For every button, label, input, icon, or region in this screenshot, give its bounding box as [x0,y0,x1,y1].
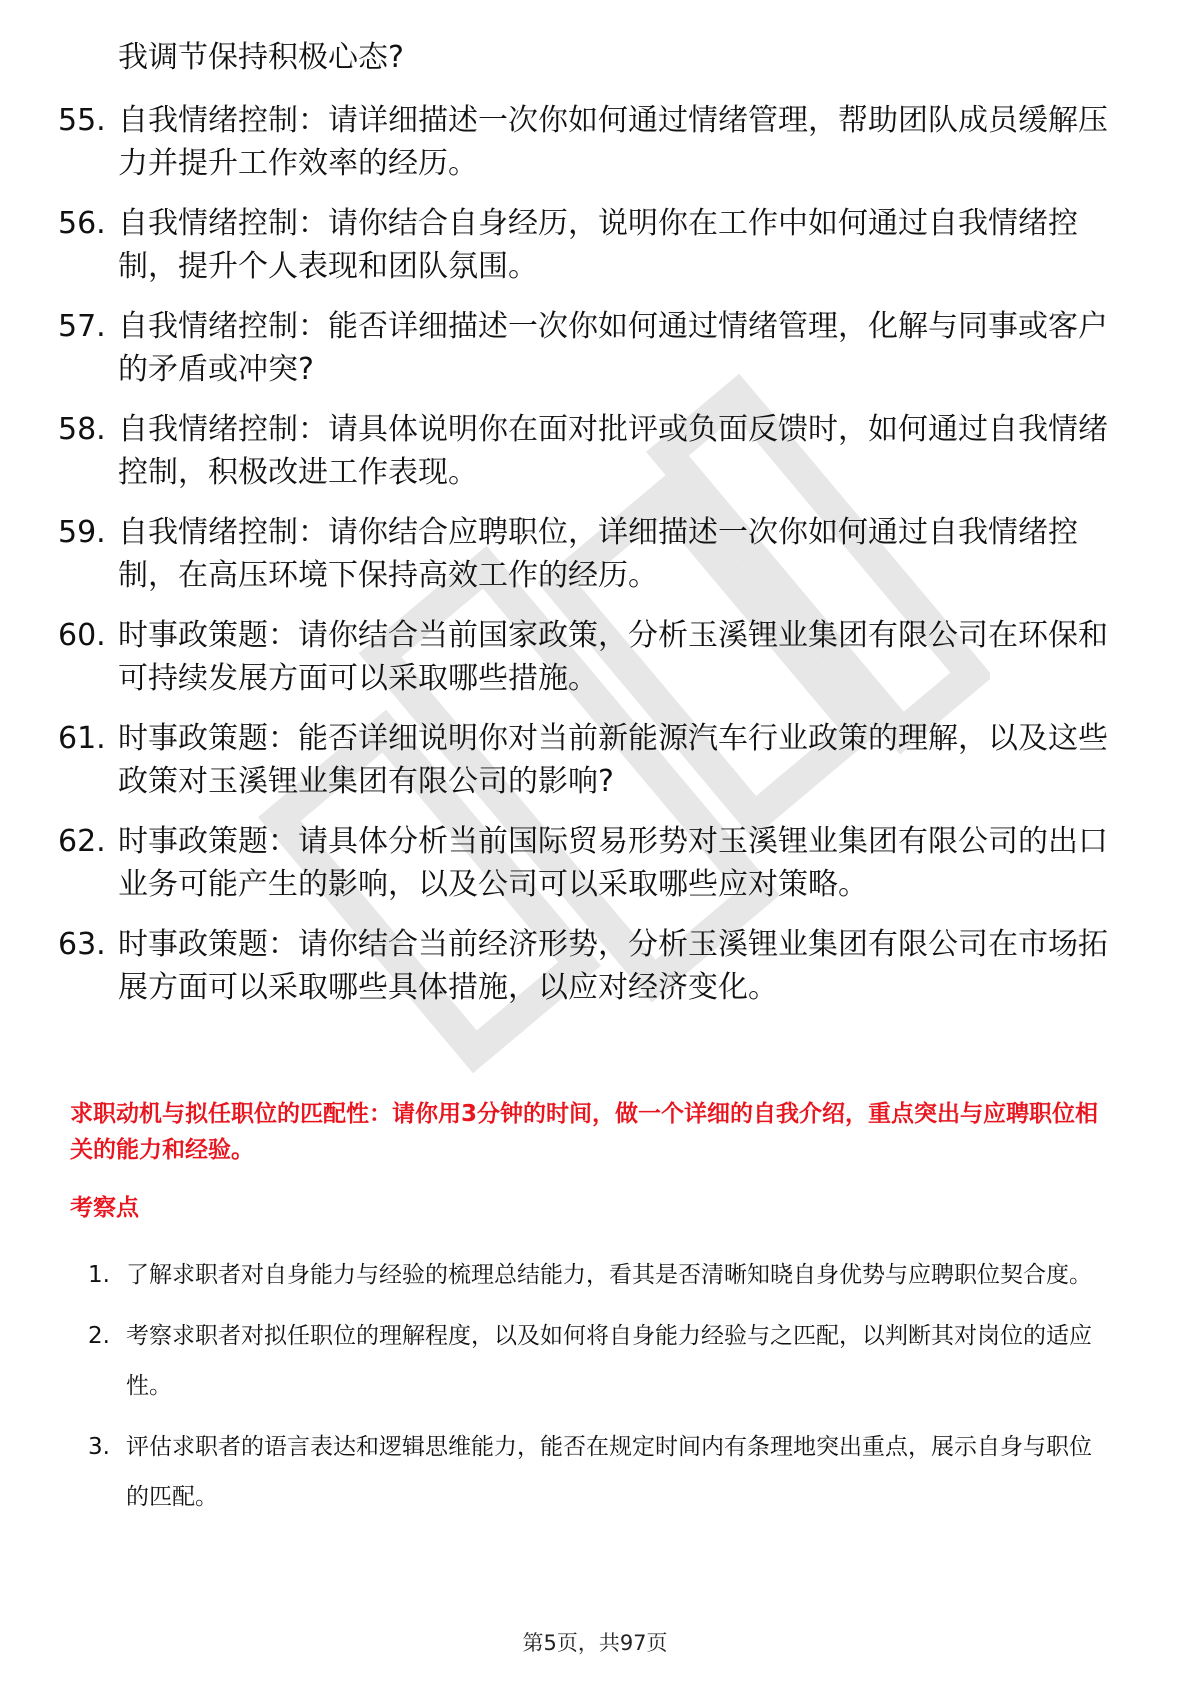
assessment-points-list [88,1250,1113,1533]
item-text: 自我情绪控制：请详细描述一次你如何通过情绪管理，帮助团队成员缓解压力并提升工作效率的经历。 [118,103,1108,181]
item-text: 时事政策题：请你结合当前国家政策，分析玉溪锂业集团有限公司在环保和可持续发展方面可以采取哪些措施。 [118,618,1108,696]
list-item [58,511,1110,597]
item-text: 时事政策题：请具体分析当前国际贸易形势对玉溪锂业集团有限公司的出口业务可能产生的影响，以及公司可以采取哪些应对策略。 [118,824,1108,902]
item-number: 61. [58,721,106,756]
list-item [58,305,1110,391]
item-number: 60. [58,618,106,653]
question-list [58,36,1110,1026]
item-number: 58. [58,412,106,447]
item-number: 3. [88,1434,110,1460]
item-number: 62. [58,824,106,859]
list-item [58,923,1110,1009]
list-item [58,36,1110,79]
page-footer: 第5页，共97页 [522,1631,668,1655]
item-number: 2. [88,1323,110,1349]
list-item [58,614,1110,700]
item-text: 时事政策题：能否详细说明你对当前新能源汽车行业政策的理解，以及这些政策对玉溪锂业集团有限公司的影响? [118,721,1108,799]
item-text: 了解求职者对自身能力与经验的梳理总结能力，看其是否清晰知晓自身优势与应聘职位契合度。 [126,1262,1092,1288]
list-item [88,1250,1113,1300]
item-text: 时事政策题：请你结合当前经济形势，分析玉溪锂业集团有限公司在市场拓展方面可以采取哪些具体措施，以应对经济变化。 [118,927,1108,1005]
item-text: 考察求职者对拟任职位的理解程度，以及如何将自身能力经验与之匹配，以判断其对岗位的适应性。 [126,1323,1092,1399]
item-text: 评估求职者的语言表达和逻辑思维能力，能否在规定时间内有条理地突出重点，展示自身与职位的匹配。 [126,1434,1092,1510]
list-item [88,1311,1113,1411]
list-item [58,820,1110,906]
item-number: 57. [58,309,106,344]
item-number: 1. [88,1262,110,1288]
item-text: 自我情绪控制：请你结合应聘职位，详细描述一次你如何通过自我情绪控制，在高压环境下保持高效工作的经历。 [118,515,1078,593]
item-number: 59. [58,515,106,550]
list-item [58,99,1110,185]
item-text: 自我情绪控制：请具体说明你在面对批评或负面反馈时，如何通过自我情绪控制，积极改进工作表现。 [118,412,1108,490]
item-text: 自我情绪控制：能否详细描述一次你如何通过情绪管理，化解与同事或客户的矛盾或冲突? [118,309,1108,387]
item-text: 自我情绪控制：请你结合自身经历，说明你在工作中如何通过自我情绪控制，提升个人表现和团队氛围。 [118,206,1078,284]
list-item [58,408,1110,494]
item-number: 56. [58,206,106,241]
item-number: 55. [58,103,106,138]
list-item [58,717,1110,803]
item-number: 63. [58,927,106,962]
section-subheading: 考察点 [70,1195,139,1221]
list-item [58,202,1110,288]
section-title: 求职动机与拟任职位的匹配性：请你用3分钟的时间，做一个详细的自我介绍，重点突出与应聘职位相关的能力和经验。 [70,1101,1099,1163]
list-item [88,1422,1113,1522]
item-text: 我调节保持积极心态? [118,40,404,75]
